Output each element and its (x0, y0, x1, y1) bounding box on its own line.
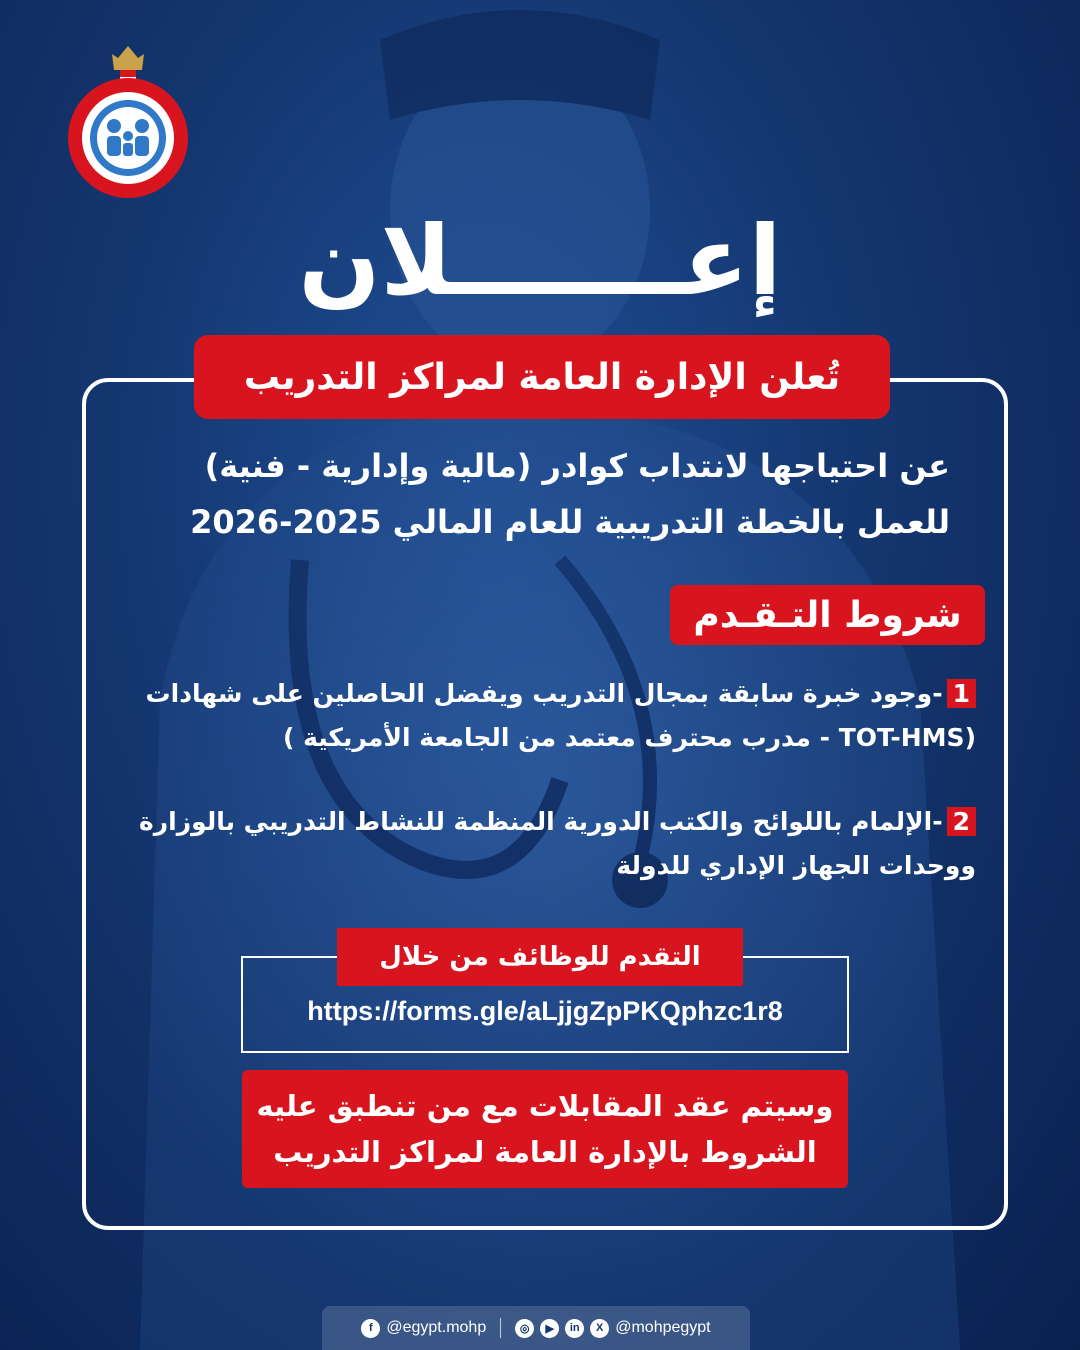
condition-line: ووحدات الجهاز الإداري للدولة (616, 851, 976, 880)
condition-line: (TOT-HMS - مدرب محترف معتمد من الجامعة الأمريكية ) (282, 723, 976, 752)
condition-line (110, 800, 976, 844)
intro-line-2: للعمل بالخطة التدريبية للعام المالي 2025-2026 (190, 503, 950, 541)
condition-number: 2 (947, 807, 976, 836)
social-footer (322, 1306, 750, 1350)
condition-text: -وجود خبرة سابقة بمجال التدريب ويفضل الحاصلين على شهادات (145, 679, 943, 708)
footer-divider (500, 1318, 501, 1338)
condition-number: 1 (947, 679, 976, 708)
apply-form-link[interactable]: https://forms.gle/aLjjgZpPKQphzc1r8 (307, 996, 783, 1026)
facebook-icon[interactable]: f (361, 1319, 380, 1338)
apply-label: التقدم للوظائف من خلال (337, 928, 743, 986)
note-line-2: الشروط بالإدارة العامة لمراكز التدريب (273, 1135, 817, 1169)
conditions-heading: شروط التـقـدم (670, 585, 985, 645)
announcement-title: إعـــــــلان (298, 205, 782, 317)
interview-note (242, 1070, 848, 1188)
condition-item (110, 800, 976, 888)
announcement-banner: تُعلن الإدارة العامة لمراكز التدريب (194, 335, 890, 419)
linkedin-icon[interactable]: in (565, 1319, 584, 1338)
condition-item (110, 672, 976, 760)
ministry-logo (62, 40, 194, 200)
intro-line-1: عن احتياجها لانتداب كوادر (مالية وإدارية - فنية) (204, 447, 950, 485)
condition-text: -الإلمام باللوائح والكتب الدورية المنظمة للنشاط التدريبي بالوزارة (139, 807, 943, 836)
note-line-1: وسيتم عقد المقابلات مع من تنطبق عليه (256, 1089, 834, 1123)
youtube-icon[interactable]: ▶ (540, 1319, 559, 1338)
instagram-icon[interactable]: ◎ (515, 1319, 534, 1338)
facebook-handle[interactable]: @egypt.mohp (386, 1319, 487, 1336)
social-handle[interactable]: @mohpegypt (615, 1319, 711, 1336)
condition-line (110, 672, 976, 716)
x-twitter-icon[interactable]: X (590, 1319, 609, 1338)
announcement-intro (130, 438, 950, 550)
